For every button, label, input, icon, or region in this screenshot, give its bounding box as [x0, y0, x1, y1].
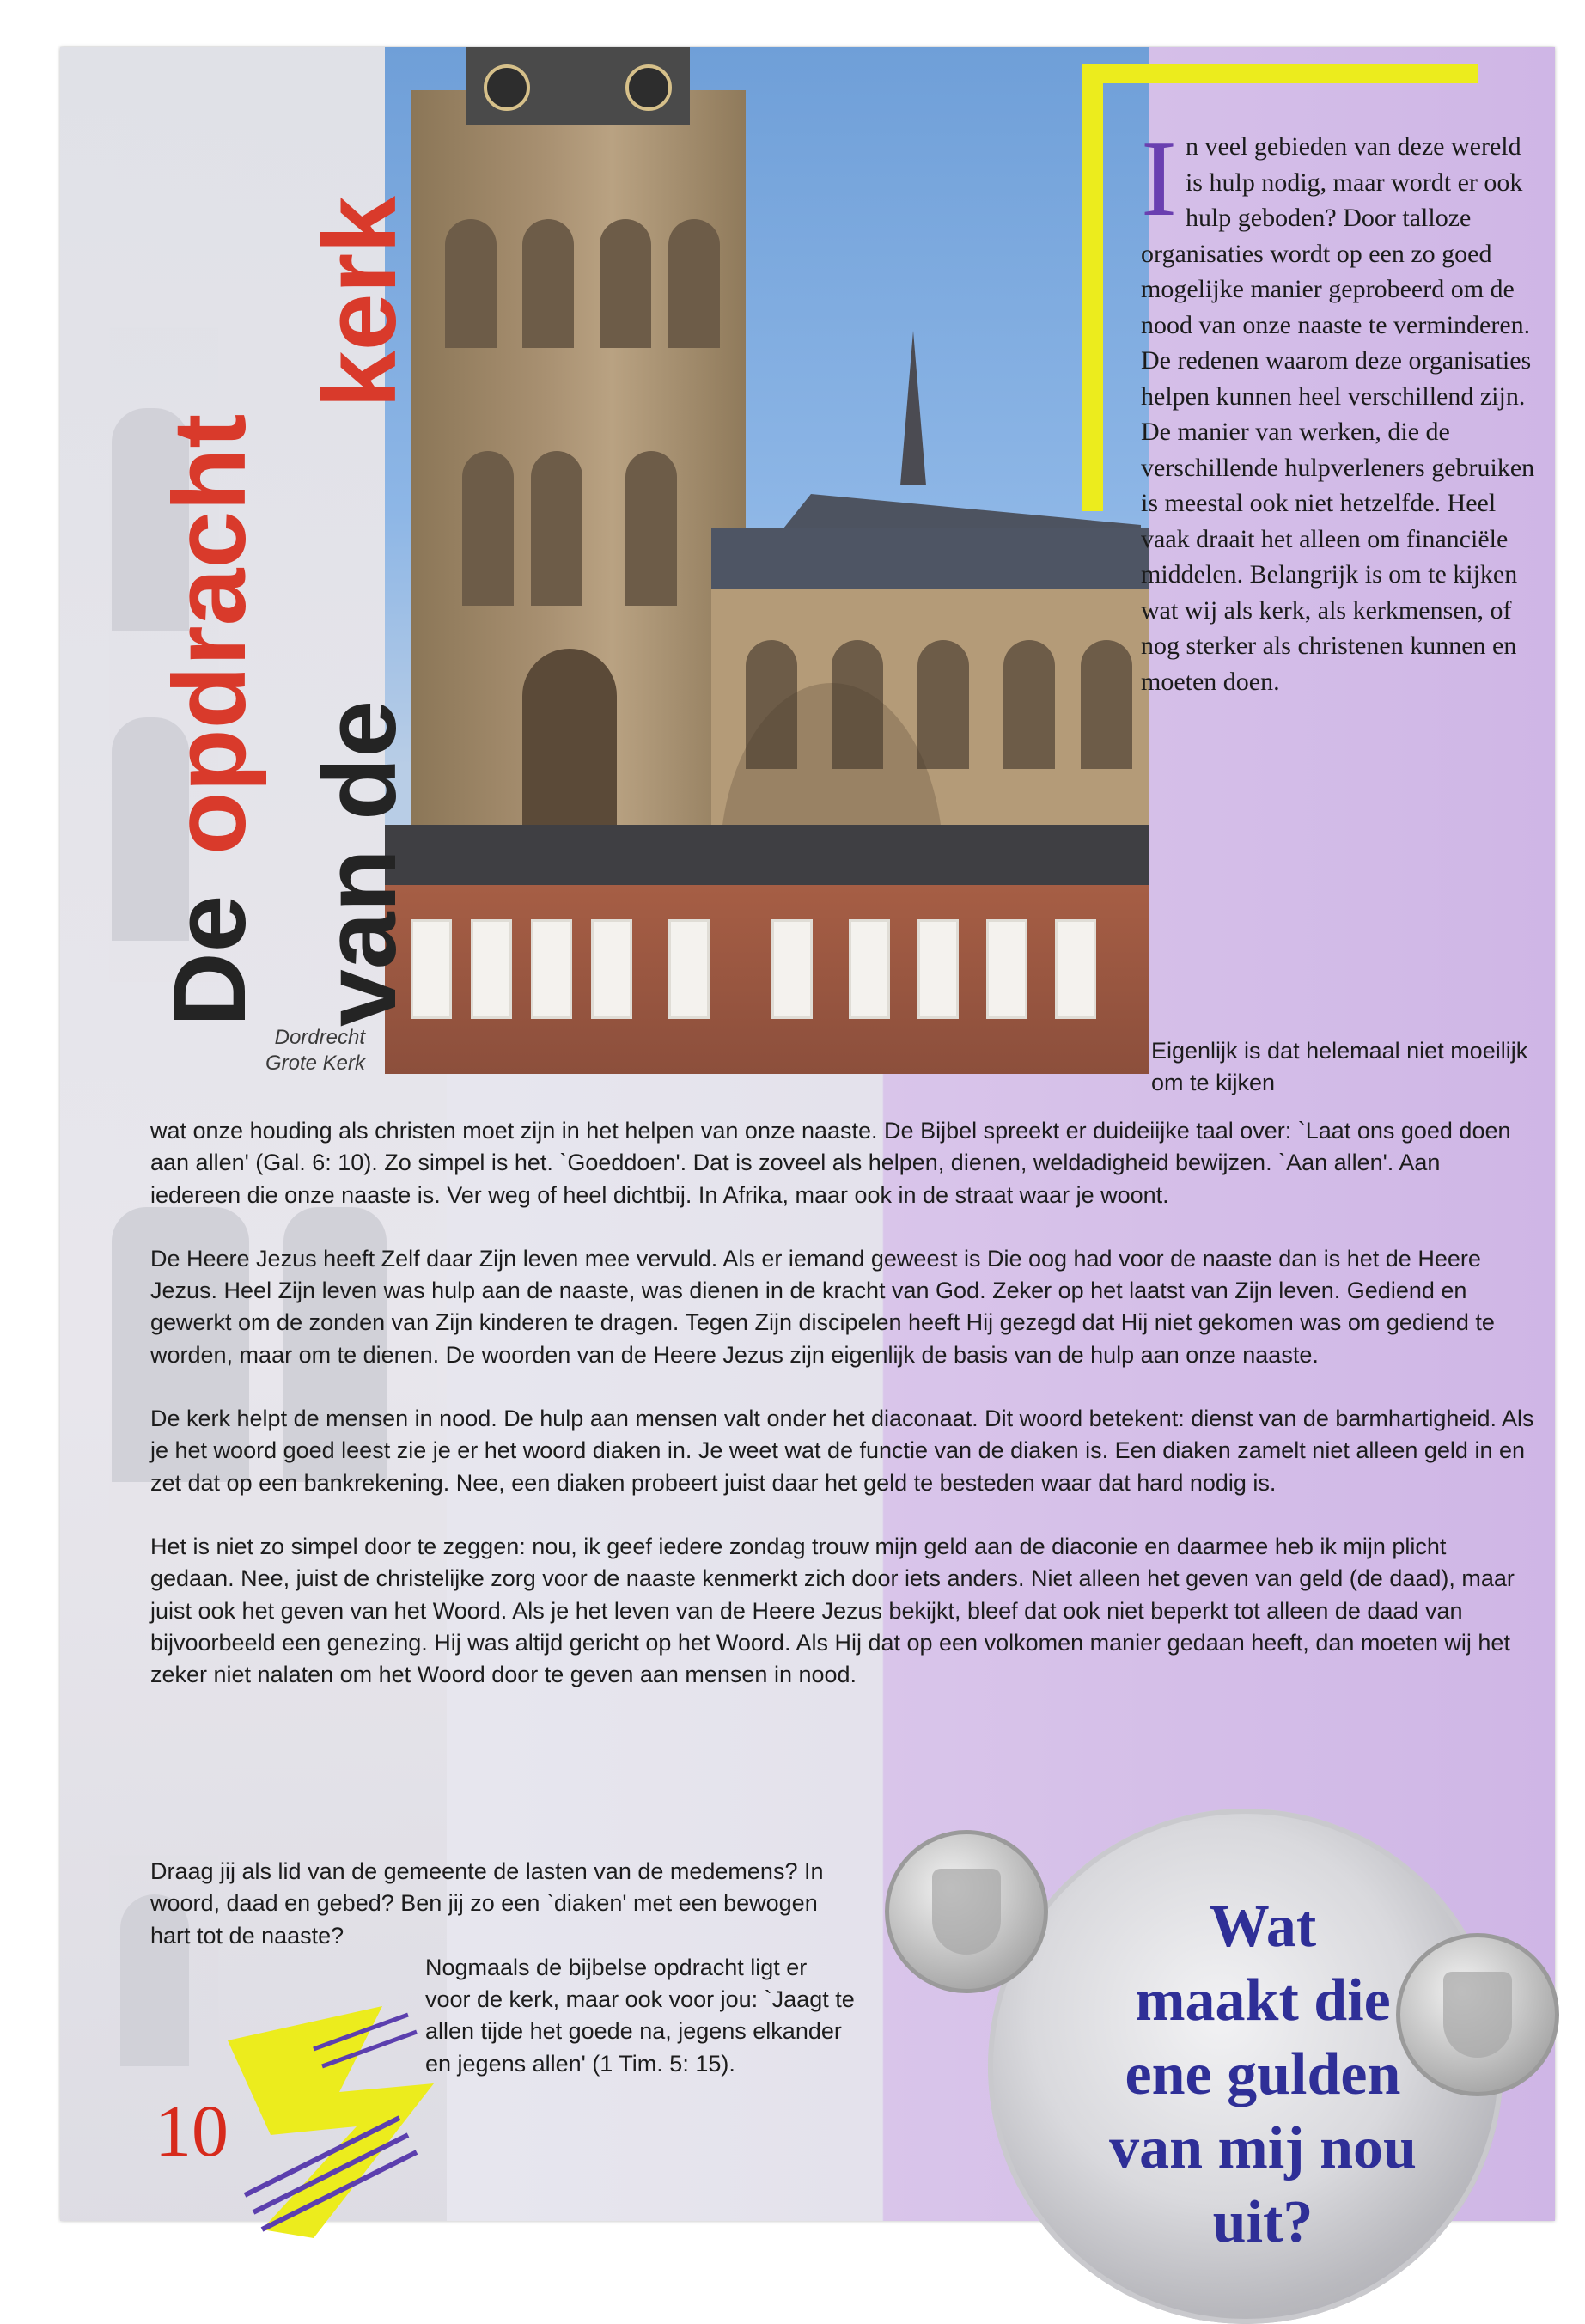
- church-tower: [411, 90, 746, 863]
- question-line-5: uit?: [1212, 2189, 1314, 2255]
- question-line-3: ene gulden: [1125, 2041, 1401, 2107]
- lead-sentence: Eigenlijk is dat helemaal niet moeilijk om te kijken: [1151, 1038, 1528, 1095]
- intro-paragraph: [1141, 119, 1536, 699]
- photo-caption: [202, 1025, 365, 1077]
- coin-question-heading: [1039, 1890, 1486, 2260]
- church-spire: [900, 331, 926, 485]
- question-line-1: Wat: [1209, 1894, 1317, 1960]
- body-paragraph-1: wat onze houding als christen moet zijn in het helpen van onze naaste. De Bijbel spreekt er duideiijke taal over: `Laat ons goed doen aan allen' (Gal. 6: 10). Zo simpel is het. `Goeddoen'. Dat is zoveel als helpen, dienen, weldadigheid bewijzen. `Aan allen'. Aan iedereen die onze naaste is. Ver weg of heel dichtbij. In Afrika, maar ook in de straat waar je woont.: [150, 1118, 1511, 1208]
- church-photo: [385, 47, 1149, 1074]
- title-word-de: De: [152, 894, 267, 1027]
- tower-clock-section: [466, 47, 690, 125]
- body-paragraph-2: De Heere Jezus heeft Zelf daar Zijn leven mee vervuld. Als er iemand geweest is Die oog had voor de naaste dan is het de Heere Jezus. Heel Zijn leven was hulp aan de naaste, was dienen in de kracht van God. Zeker op het laatst van Zijn leven. Gediend en gewerkt om de zonden van Zijn kinderen te dragen. Tegen Zijn discipelen heeft Hij gezegd dat Hij niet gekomen was om gediend te worden, maar om te dienen. De woorden van de Heere Jezus zijn eigenlijk de basis van de hulp aan onze naaste.: [150, 1245, 1495, 1368]
- title-word-opdracht: opdracht: [152, 413, 267, 855]
- magazine-page: [60, 47, 1555, 2255]
- drop-cap: I: [1141, 119, 1177, 239]
- article-body: [150, 1115, 1535, 1723]
- title-word-kerk: kerk: [302, 196, 418, 408]
- closing-part-1: Draag jij als lid van de gemeente de lasten van de medemens? In woord, daad en gebed? Ben jij zo een `diaken' met een bewogen hart tot de naaste?: [150, 1858, 824, 1949]
- question-line-4: van mij nou: [1109, 2115, 1417, 2181]
- brick-houses: [385, 825, 1149, 1074]
- clock-icon: [625, 64, 672, 111]
- caption-line-2: Grote Kerk: [265, 1052, 365, 1075]
- body-paragraph-4: Het is niet zo simpel door te zeggen: nou, ik geef iedere zondag trouw mijn geld aan de diaconie en daarmee heb ik mijn plicht gedaan. Nee, juist de christelijke zorg voor de naaste kenmerkt zich door iets anders. Niet alleen het geven van geld (de daad), maar juist ook het geven van het Woord. Als je het leven van de Heere Jezus bekijkt, bleef dat ook niet beperkt tot alleen de daad van bijvoorbeeld een genezing. Hij was altijd gericht op het Woord. Als Hij dat op een volkomen manier gedaan heeft, dan moeten wij het zeker niet nalaten om het Woord door te geven aan mensen in nood.: [150, 1533, 1515, 1688]
- clock-icon: [484, 64, 530, 111]
- guilder-coin-small-left: [885, 1830, 1048, 1993]
- caption-line-1: Dordrecht: [274, 1026, 365, 1049]
- yellow-accent-bar-left: [1082, 64, 1103, 511]
- question-line-2: maakt die: [1135, 1967, 1391, 2034]
- title-word-van-de: van de: [302, 699, 418, 1027]
- article-title: [142, 125, 460, 1035]
- closing-part-2: Nogmaals de bijbelse opdracht ligt er voor de kerk, maar ook voor jou: `Jaagt te allen tijde het goede na, jegens elkander en jegens allen' (1 Tim. 5: 15).: [425, 1954, 855, 2077]
- yellow-accent-bar-top: [1082, 64, 1478, 83]
- yellow-swoosh-graphic: [210, 1989, 468, 2247]
- page-number: 10: [155, 2089, 229, 2172]
- intro-text: n veel gebieden van deze wereld is hulp nodig, maar wordt er ook hulp geboden? Door talloze organisaties wordt op een zo goed mogelijke manier geprobeerd om de nood van onze naaste te verminderen. De redenen waarom deze organisaties helpen kunnen heel verschillend zijn. De manier van werken, die de verschillende hulpverleners gebruiken is meestal ook niet hetzelfde. Heel vaak draait het alleen om financiële middelen. Belangrijk is om te kijken wat wij als kerk, als kerkmensen, of nog sterker als christenen kunnen en moeten doen.: [1141, 132, 1535, 696]
- body-paragraph-3: De kerk helpt de mensen in nood. De hulp aan mensen valt onder het diaconaat. Dit woord betekent: dienst van de barmhartigheid. Als je het woord goed leest zie je er het woord diaken in. Je weet wat de functie van de diaken is. Een diaken zamelt niet alleen geld in en zet dat op een bankrekening. Nee, een diaken probeert juist daar het geld te besteden waar dat hard nodig is.: [150, 1406, 1534, 1496]
